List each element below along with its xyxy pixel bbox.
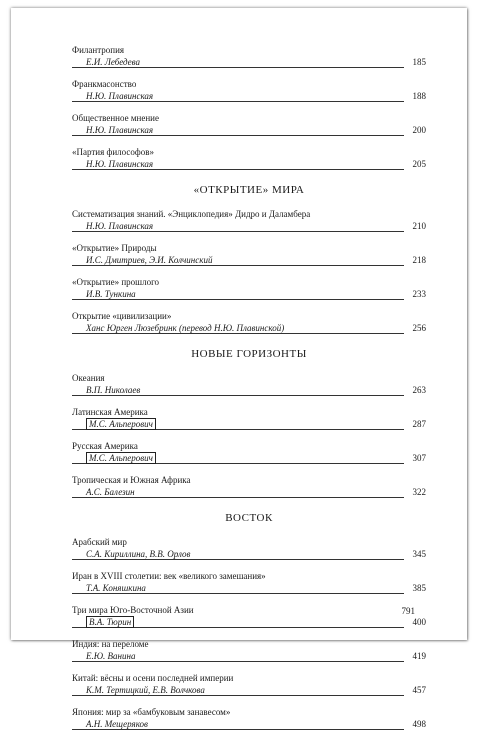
entry-page-number: 457 <box>412 685 426 695</box>
section-heading: ВОСТОК <box>225 512 273 524</box>
entry-author-line <box>72 486 426 498</box>
entry-title: Три мира Юго-Восточной Азии <box>72 605 194 615</box>
entry-author: К.М. Тертицкий, Е.В. Волчкова <box>86 685 205 695</box>
entry-author: Е.Ю. Ванина <box>86 651 136 661</box>
entry-page-number: 287 <box>412 419 426 429</box>
entry-title: Океания <box>72 373 105 383</box>
entry-title: Русская Америка <box>72 441 138 451</box>
entry-page-number: 419 <box>412 651 426 661</box>
entry-author-line <box>72 288 426 300</box>
entry-author-line <box>72 452 426 464</box>
entry-title: Китай: вёсны и осени последней империи <box>72 673 234 683</box>
toc-section <box>72 184 426 334</box>
toc-entry[interactable] <box>72 406 426 430</box>
entry-author-line <box>72 220 426 232</box>
entry-title: Арабский мир <box>72 537 127 547</box>
entry-page-number: 307 <box>412 453 426 463</box>
toc-entry[interactable] <box>72 638 426 662</box>
entry-page-number: 322 <box>412 487 426 497</box>
entry-author: М.С. Альперович <box>86 452 156 464</box>
toc-entry[interactable] <box>72 78 426 102</box>
toc-entry[interactable] <box>72 706 426 730</box>
section-heading: НОВЫЕ ГОРИЗОНТЫ <box>191 348 307 360</box>
entry-author-line <box>72 650 426 662</box>
entry-author: Ханс Юрген Люзебринк (перевод Н.Ю. Плавинской) <box>86 323 285 333</box>
entry-author: Н.Ю. Плавинская <box>86 91 154 101</box>
entry-author-line <box>72 418 426 430</box>
entry-title: Тропическая и Южная Африка <box>72 475 191 485</box>
entry-author-line <box>72 718 426 730</box>
entry-author: В.А. Тюрин <box>86 616 134 628</box>
entry-author-line <box>72 322 426 334</box>
toc-section <box>72 348 426 498</box>
entry-author: Н.Ю. Плавинская <box>86 221 154 231</box>
entry-author-line <box>72 684 426 696</box>
entry-page-number: 385 <box>412 583 426 593</box>
entry-page-number: 188 <box>412 91 426 101</box>
entry-title: «Открытие» прошлого <box>72 277 160 287</box>
toc-entry[interactable] <box>72 604 426 628</box>
toc-entry[interactable] <box>72 536 426 560</box>
entry-page-number: 345 <box>412 549 426 559</box>
entry-author-line <box>72 582 426 594</box>
section-heading: «ОТКРЫТИЕ» МИРА <box>193 184 305 196</box>
entry-author-line <box>72 90 426 102</box>
entry-author-line <box>72 548 426 560</box>
entry-author: Н.Ю. Плавинская <box>86 159 154 169</box>
entry-title: Франкмасонство <box>72 79 137 89</box>
entry-author: А.С. Балезин <box>86 487 135 497</box>
entry-title: Иран в XVIII столетии: век «великого замешания» <box>72 571 266 581</box>
entry-author-line <box>72 158 426 170</box>
entry-title: Открытие «цивилизации» <box>72 311 172 321</box>
entry-title: Индия: на переломе <box>72 639 149 649</box>
entry-author: Е.И. Лебедева <box>86 57 141 67</box>
entry-title: «Партия философов» <box>72 147 154 157</box>
entry-author-line <box>72 616 426 628</box>
page-number: 791 <box>401 606 415 616</box>
document-page <box>11 8 467 729</box>
entry-author: С.А. Кириллина, В.В. Орлов <box>86 549 191 559</box>
entry-author-line <box>72 124 426 136</box>
entry-author-line <box>72 254 426 266</box>
entry-page-number: 263 <box>412 385 426 395</box>
toc-entry[interactable] <box>72 672 426 696</box>
entry-author: Н.Ю. Плавинская <box>86 125 154 135</box>
toc-entry[interactable] <box>72 372 426 396</box>
toc-entry[interactable] <box>72 570 426 594</box>
toc-entry[interactable] <box>72 146 426 170</box>
entry-page-number: 200 <box>412 125 426 135</box>
toc-entry[interactable] <box>72 112 426 136</box>
entry-title: Япония: мир за «бамбуковым занавесом» <box>72 707 231 717</box>
entry-page-number: 400 <box>412 617 426 627</box>
toc-entry[interactable] <box>72 44 426 68</box>
entry-author: А.Н. Мещеряков <box>86 719 148 729</box>
entry-author: И.В. Тункина <box>86 289 136 299</box>
entry-title: Латинская Америка <box>72 407 148 417</box>
entry-page-number: 498 <box>412 719 426 729</box>
toc-entry[interactable] <box>72 440 426 464</box>
toc-entry[interactable] <box>72 242 426 266</box>
toc-entry[interactable] <box>72 474 426 498</box>
entry-title: Филантропия <box>72 45 125 55</box>
entry-page-number: 205 <box>412 159 426 169</box>
toc-entry[interactable] <box>72 208 426 232</box>
toc-entry[interactable] <box>72 276 426 300</box>
entry-author: В.П. Николаев <box>86 385 141 395</box>
entry-page-number: 210 <box>412 221 426 231</box>
entry-title: Систематизация знаний. «Энциклопедия» Дидро и Даламбера <box>72 209 311 219</box>
entry-author: М.С. Альперович <box>86 418 156 430</box>
entry-page-number: 256 <box>412 323 426 333</box>
entry-author: И.С. Дмитриев, Э.И. Колчинский <box>86 255 213 265</box>
toc-section <box>72 44 426 170</box>
toc-entry[interactable] <box>72 310 426 334</box>
entry-page-number: 185 <box>412 57 426 67</box>
toc-section <box>72 512 426 730</box>
entry-page-number: 218 <box>412 255 426 265</box>
entry-page-number: 233 <box>412 289 426 299</box>
table-of-contents <box>72 44 426 740</box>
entry-title: «Открытие» Природы <box>72 243 157 253</box>
entry-title: Общественное мнение <box>72 113 159 123</box>
entry-author: Т.А. Коняшкина <box>86 583 146 593</box>
entry-author-line <box>72 384 426 396</box>
entry-author-line <box>72 56 426 68</box>
